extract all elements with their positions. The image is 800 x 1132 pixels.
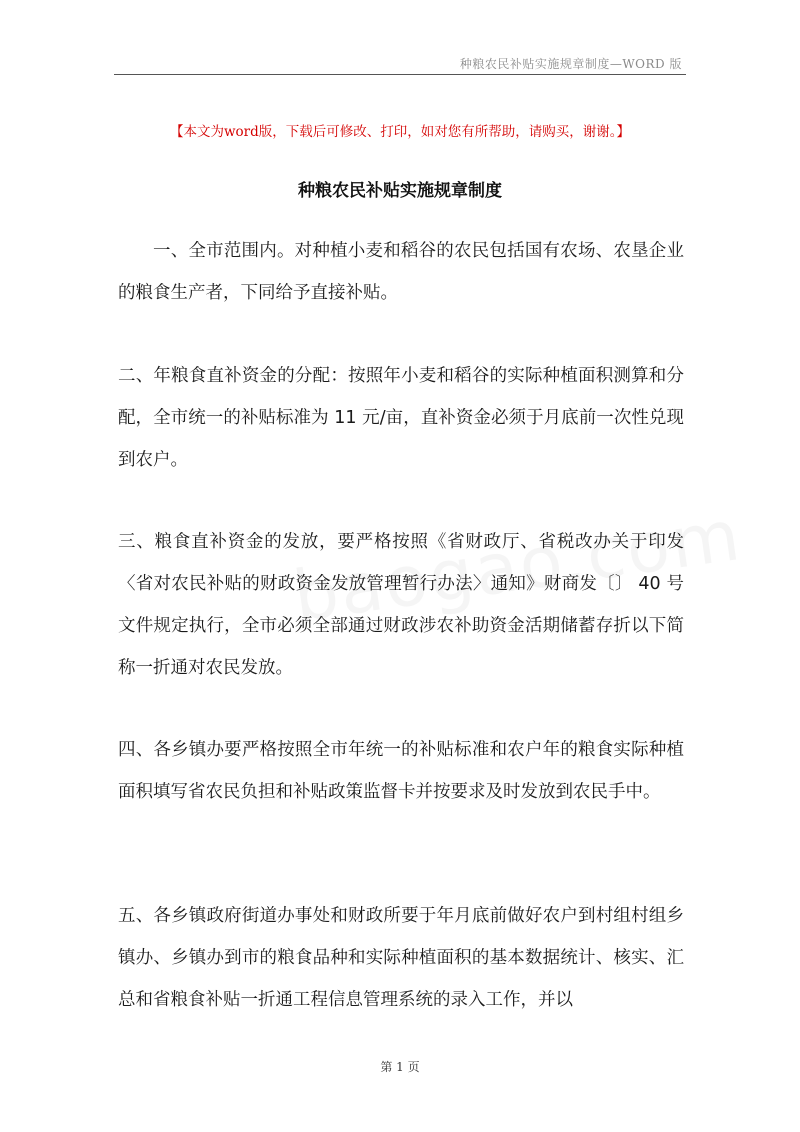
running-header: 种粮农民补贴实施规章制度—WORD 版 [459, 57, 682, 71]
paragraph-3: 三、粮食直补资金的发放，要严格按照《省财政厅、省税改办关于印发〈省对农民补贴的财政资金发放管理暂行办法〉通知》财商发〔〕 40 号文件规定执行，全市必须全部通过财政涉农补助资金活期储蓄存折以下简称一折通对农民发放。 [118, 532, 684, 678]
paragraph-2: 二、年粮食直补资金的分配：按照年小麦和稻谷的实际种植面积测算和分配，全市统一的补贴标准为 11 元/亩，直补资金必须于月底前一次性兑现到农户。 [118, 366, 684, 470]
paragraph-4: 四、各乡镇办要严格按照全市年统一的补贴标准和农户年的粮食实际种植面积填写省农民负担和补贴政策监督卡并按要求及时发放到农民手中。 [118, 740, 684, 802]
paragraph-5: 五、各乡镇政府街道办事处和财政所要于年月底前做好农户到村组村组乡镇办、乡镇办到市的粮食品种和实际种植面积的基本数据统计、核实、汇总和省粮食补贴一折通工程信息管理系统的录入工作，并以 [118, 906, 684, 1010]
document-title: 种粮农民补贴实施规章制度 [298, 181, 502, 201]
download-notice: 【本文为word版，下载后可修改、打印，如对您有所帮助，请购买，谢谢。】 [169, 124, 631, 140]
header-divider [114, 74, 686, 75]
paragraph-1: 一、全市范围内。对种植小麦和稻谷的农民包括国有农场、农垦企业的粮食生产者，下同给予直接补贴。 [118, 241, 684, 303]
page-number: 第 1 页 [380, 1060, 420, 1074]
